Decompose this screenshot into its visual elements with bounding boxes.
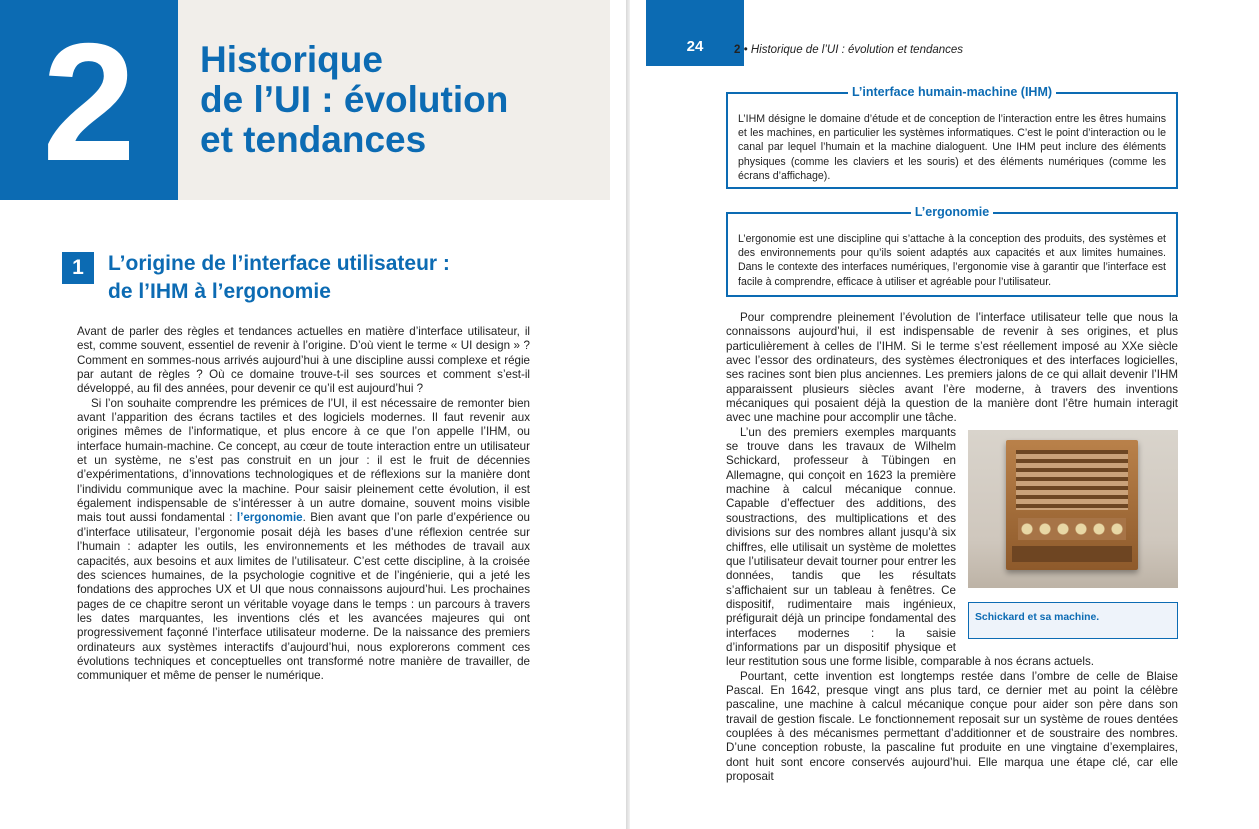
section-number: 1 (62, 252, 94, 284)
page-number: 24 (686, 38, 704, 55)
paragraph: Pour comprendre pleinement l’évolution de l’interface utilisateur telle que nous la connaissons aujourd’hui, il est indispensable de revenir à ses origines, et plus particulièrement à celles de l’IHM. Si le terme s’est réellement imposé au XXe siècle avec l’essor des ordinateurs, des systèmes électroniques et des interfaces logicielles, ses racines sont bien plus anciennes. Les premiers jalons de ce qui allait devenir l’IHM apparaissent plusieurs siècles avant l’ère moderne, à travers des inventions mécaniques qui posaient déjà la question de la manière dont l’être humain interagit avec une machine pour accomplir une tâche. (726, 311, 1178, 425)
definition-box-title: L’ergonomie (911, 205, 993, 219)
figure (968, 430, 1178, 639)
calculating-machine-illustration (1006, 440, 1138, 570)
right-body-text (726, 311, 1178, 784)
running-head (734, 44, 963, 56)
left-page (0, 0, 626, 829)
chapter-number: 2 (42, 8, 136, 196)
highlighted-term: l’ergonomie (236, 511, 303, 525)
paragraph: Pourtant, cette invention est longtemps restée dans l’ombre de celle de Blaise Pascal. En 1642, presque vingt ans plus tard, ce dernier met au point la célèbre pascaline, une machine à calcul mécanique conçue pour aider son père dans son travail de gestion fiscale. Le fonctionnement reposait sur un système de roues dentées couplées à des mécanismes permettant d’additionner et de soustraire des nombres. D’une conception robuste, la pascaline fut produite en une vingtaine d’exemplaires, dont huit sont encore conservés aujourd’hui. Elle marqua une étape clé, car elle proposait (726, 669, 1178, 783)
running-head-title: Historique de l’UI : évolution et tendances (750, 44, 964, 56)
running-head-separator: • (740, 44, 751, 56)
paragraph: Avant de parler des règles et tendances actuelles en matière d’interface utilisateur, il est, comme souvent, essentiel de revenir à l’origine. D’où vient le terme « UI design » ? Comment en sommes-nous arrivés aujourd’hui à une discipline aussi complexe et régie par autant de règles ? Où ce domaine trouve-t-il ses sources et comment s’est-il développé, au fil des années, pour devenir ce qu’il est aujourd’hui ? (77, 325, 530, 396)
section-title-line: de l’IHM à l’ergonomie (108, 280, 331, 303)
figure-caption: Schickard et sa machine. (968, 602, 1178, 639)
definition-box-ergonomie (726, 205, 1178, 297)
right-page (630, 0, 1259, 829)
definition-box-title: L’interface humain-machine (IHM) (848, 85, 1056, 99)
chapter-title-line: et tendances (200, 119, 427, 160)
paragraph-text: Si l’on souhaite comprendre les prémices de l’UI, il est nécessaire de remonter bien avant l’apparition des écrans tactiles et des logiciels modernes. Il faut revenir aux origines mêmes de l’informatique, et plus encore à ce que l’on appelle l’IHM, ou interface humain-machine. Ce concept, au cœur de toute interaction entre un utilisateur et un système, ne s’est pas construit en un jour : il est le fruit de décennies d’expérimentations, d’innovations technologiques et de réflexions sur la manière dont l’individu communique avec la machine. Pour saisir pleinement cette évolution, il est également indispensable de s’intéresser à un autre domaine, souvent moins visible mais tout aussi fondamental : (77, 396, 530, 525)
chapter-title (200, 40, 600, 160)
definition-box-ihm (726, 85, 1178, 189)
paragraph (77, 397, 530, 684)
definition-box-text: L’IHM désigne le domaine d’étude et de conception de l’interaction entre les êtres humains et les machines, en particulier les systèmes informatiques. C’est le point d’interaction ou le canal par lequel l’humain et la machine dialoguent. Une IHM peut inclure des éléments physiques (comme les claviers et les souris) et des éléments numériques (comme les écrans d’affichage). (738, 113, 1166, 182)
definition-box-text: L’ergonomie est une discipline qui s’attache à la conception des produits, des systèmes et des environnements pour qu’ils soient adaptés aux capacités et aux limites humaines. Dans le contexte des interfaces numériques, l’ergonomie vise à garantir que l’interface est facile à comprendre, efficace à utiliser et agréable pour l’utilisateur. (738, 233, 1166, 288)
chapter-number-box (0, 0, 178, 200)
left-body-text (77, 325, 530, 684)
chapter-title-line: de l’UI : évolution (200, 79, 509, 120)
paragraph-text: . Bien avant que l’on parle d’expérience ou d’interface utilisateur, l’ergonomie posait déjà les bases d’une réflexion centrée sur l’humain : adapter les outils, les environnements et les méthodes de travail aux capacités, aux besoins et aux limites de l’utilisateur. C’est cette discipline, à la croisée des sciences humaines, de la psychologie cognitive et de l’ingénierie, qui a jeté les fondations des approches UX et UI que nous connaissons aujourd’hui. Les prochaines pages de ce chapitre seront un véritable voyage dans le temps : un parcours à travers les dates marquantes, les inventions clés et les avancées majeures qui ont progressivement façonné l’interface utilisateur moderne. De la naissance des premiers ordinateurs aux systèmes interactifs d’aujourd’hui, nous explorerons comment ces évolutions techniques et conceptuelles ont transformé notre manière de travailler, de communiquer et même de penser le numérique. (77, 511, 530, 683)
schickard-machine-photo (968, 430, 1178, 588)
paragraph: L’un des premiers exemples marquants se trouve dans les travaux de Wilhelm Schickard, professeur à Tübingen en Allemagne, qui conçoit en 1623 la première machine à calcul mécanique connue. Capable d’effectuer des additions, des soustractions, des multiplications et des divisions sur des nombres allant jusqu’à six chiffres, elle utilisait un système de molettes que l’utilisateur devait tourner pour entrer les données, tandis que les résultats s’affichaient sur un tableau à fenêtres. Ce dispositif, rudimentaire mais ingénieux, préfigurait déjà un principe fondamental des interfaces modernes : la saisie d’informations par un dispositif physique et leur restitution sous une forme lisible, comparable à nos écrans actuels. (726, 425, 1094, 669)
section-title-line: L’origine de l’interface utilisateur : (108, 252, 450, 275)
section-title (108, 250, 528, 306)
chapter-title-line: Historique (200, 39, 383, 80)
page-number-box (646, 0, 744, 66)
running-head-number: 2 (734, 44, 741, 56)
